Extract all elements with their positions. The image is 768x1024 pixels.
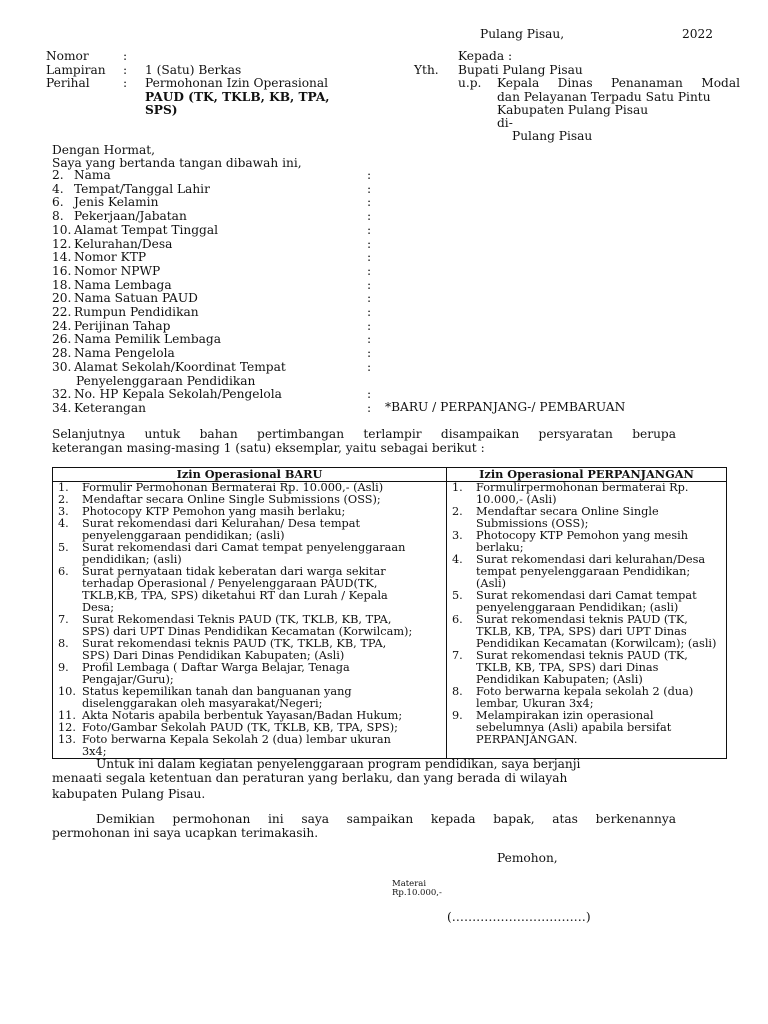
requirement-text-line: PERPANJANGAN. (476, 733, 578, 746)
requirement-number: 9. (58, 661, 69, 674)
requirement-text-line: penyelenggaraan pendidikan; (asli) (82, 529, 285, 542)
requirement-number: 7. (452, 649, 463, 662)
baru-header: Izin Operasional BARU (53, 468, 447, 482)
requirement-item (56, 638, 443, 662)
requirement-number: 8. (452, 685, 463, 698)
requirement-text-line: TKLB, KB, TPA, SPS) dari Dinas (476, 661, 659, 674)
field-number: 4. (52, 181, 64, 196)
requirement-text-line: Surat pernyataan tidak keberatan dari warga sekitar (82, 565, 386, 578)
requirement-text-line: SPS) dari UPT Dinas Pendidikan Kecamatan (Korwilcam); (82, 625, 413, 638)
perpanjangan-column (447, 482, 727, 759)
perpanjangan-list (450, 482, 723, 746)
greeting: Dengan Hormat, (52, 143, 156, 157)
keterangan-value: *BARU / PERPANJANG-/ PEMBARUAN (385, 400, 626, 414)
field-row (52, 347, 392, 361)
up-line-3: Kabupaten Pulang Pisau (497, 103, 649, 117)
nomor-label: Nomor (46, 49, 89, 63)
lampiran-label: Lampiran (46, 63, 106, 77)
field-number: 12. (52, 236, 72, 251)
field-label: Tempat/Tanggal Lahir (74, 181, 210, 196)
requirement-text-line: Formulirpermohonan bermaterai Rp. (476, 481, 689, 494)
materai-amount: Rp.10.000,- (392, 888, 442, 898)
field-number: 2. (52, 168, 64, 182)
field-number: 14. (52, 250, 72, 265)
field-colon: : (367, 195, 372, 210)
field-number: 18. (52, 277, 72, 292)
field-colon: : (367, 346, 372, 361)
kepada-label: Kepada : (458, 49, 513, 63)
requirement-item (450, 710, 723, 746)
requirement-text-line: SPS) Dari Dinas Pendidikan Kabupaten; (Asli) (82, 649, 345, 662)
field-colon: : (367, 318, 372, 333)
field-number: 16. (52, 263, 72, 278)
requirements-table (52, 467, 727, 759)
field-colon: : (367, 250, 372, 265)
materai-label: Materai (392, 879, 427, 889)
requirement-item (450, 614, 723, 650)
requirement-text-line: Profil Lembaga ( Daftar Warga Belajar, Tenaga (82, 661, 350, 674)
requirement-text-line: Surat rekomendasi dari Kelurahan/ Desa tempat (82, 517, 361, 530)
requirement-text-line: TKLB, KB, TPA, SPS) dari UPT Dinas (476, 625, 687, 638)
requirement-number: 11. (58, 709, 76, 722)
field-number: 6. (52, 195, 64, 210)
requirement-number: 4. (452, 553, 463, 566)
requirement-text-line: TKLB,KB, TPA, SPS) diketahui RT dan Lurah / Kepala (82, 589, 388, 602)
field-number: 30. (52, 359, 72, 374)
di-place: Pulang Pisau (512, 129, 593, 143)
field-label: Pekerjaan/Jabatan (74, 209, 187, 224)
requirement-text-line: Pendidikan Kabupaten; (Asli) (476, 673, 643, 686)
requirement-item (450, 482, 723, 506)
requirement-text-line: tempat penyelenggaraan Pendidikan; (Asli) (476, 565, 691, 590)
requirement-item (56, 734, 443, 758)
requirement-text-line: Surat rekomendasi dari Camat tempat penyelenggaraan (82, 541, 406, 554)
field-label: Nomor KTP (74, 250, 147, 265)
field-label: Nomor NPWP (74, 263, 161, 278)
up-label: u.p. (458, 76, 482, 90)
field-label: Kelurahan/Desa (74, 236, 173, 251)
requirement-number: 10. (58, 685, 76, 698)
closing-1-line-1: Untuk ini dalam kegiatan penyelenggaraan program pendidikan, saya berjanji (96, 757, 581, 771)
requirement-item (56, 566, 443, 614)
requirement-number: 13. (58, 733, 76, 746)
requirement-number: 3. (58, 505, 69, 518)
field-label: Rumpun Pendidikan (74, 305, 199, 319)
field-colon: : (367, 291, 372, 306)
requirement-text-line: Pengajar/Guru); (82, 673, 174, 686)
requirement-number: 3. (452, 529, 463, 542)
intro: Saya yang bertanda tangan dibawah ini, (52, 156, 302, 170)
requirement-number: 12. (58, 721, 76, 734)
pemohon-label: Pemohon, (497, 851, 558, 865)
field-row (52, 224, 392, 238)
lampiran-value: 1 (Satu) Berkas (145, 63, 242, 77)
requirement-text-line: Photocopy KTP Pemohon yang masih berlaku; (82, 505, 346, 518)
field-label: Nama Satuan PAUD (74, 291, 198, 306)
requirement-text-line: Surat rekomendasi dari kelurahan/Desa (476, 553, 706, 566)
requirement-number: 6. (58, 565, 69, 578)
perihal-colon: : (123, 76, 128, 90)
field-label: Nama Lembaga (74, 277, 172, 292)
requirement-number: 9. (452, 709, 463, 722)
field-number: 20. (52, 291, 72, 306)
requirement-item (450, 590, 723, 614)
requirement-text-line: Pendidikan Kecamatan (Korwilcam); (asli) (476, 637, 717, 650)
perihal-label: Perihal (46, 76, 90, 90)
requirement-text-line: berlaku; (476, 541, 524, 554)
closing-2-line-2: permohonan ini saya ucapkan terimakasih. (52, 826, 319, 840)
up-line-1: Kepala Dinas Penanaman Modal (497, 76, 740, 90)
requirement-number: 5. (58, 541, 69, 554)
field-label: No. HP Kepala Sekolah/Pengelola (74, 387, 282, 402)
requirement-item (450, 530, 723, 554)
requirement-text-line: sebelumnya (Asli) apabila bersifat (476, 721, 672, 734)
requirement-text-line: 10.000,- (Asli) (476, 493, 557, 506)
field-label: Nama Pemilik Lembaga (74, 332, 221, 347)
requirement-item (450, 686, 723, 710)
field-colon: : (367, 209, 372, 224)
requirement-text-line: diselenggarakan oleh masyarakat/Negeri; (82, 697, 323, 710)
field-label: Alamat Sekolah/Koordinat Tempat (74, 359, 286, 374)
requirement-text-line: Status kepemilikan tanah dan banguanan yang (82, 685, 352, 698)
field-colon: : (367, 400, 372, 415)
requirement-number: 4. (58, 517, 69, 530)
field-number: 28. (52, 346, 72, 361)
letter-place: Pulang Pisau, (480, 27, 565, 41)
requirement-number: 2. (452, 505, 463, 518)
up-line-2: dan Pelayanan Terpadu Satu Pintu (497, 90, 711, 104)
requirement-text-line: Melampirakan izin operasional (476, 709, 654, 722)
requirement-text-line: terhadap Operasional / Penyelenggaraan PAUD(TK, (82, 577, 378, 590)
letter-year: 2022 (682, 27, 714, 41)
requirement-text-line: 3x4; (82, 745, 107, 758)
requirement-text-line: Surat rekomendasi teknis PAUD (TK, (476, 649, 688, 662)
requirement-item (450, 650, 723, 686)
field-colon: : (367, 263, 372, 278)
field-label: Keterangan (74, 400, 146, 415)
requirement-item (56, 542, 443, 566)
field-colon: : (367, 181, 372, 196)
requirement-text-line: penyelenggaraan Pendidikan; (asli) (476, 601, 679, 614)
requirement-item (56, 518, 443, 542)
requirement-item (56, 686, 443, 710)
field-label: Alamat Tempat Tinggal (74, 222, 218, 237)
field-row (52, 265, 392, 279)
requirement-number: 8. (58, 637, 69, 650)
requirement-text-line: Mendaftar secara Online Single Submissions (OSS); (82, 493, 381, 506)
field-number: 34. (52, 400, 72, 415)
field-number: 8. (52, 209, 64, 224)
field-label: Jenis Kelamin (74, 195, 159, 210)
requirements-para-line-1: Selanjutnya untuk bahan pertimbangan terlampir disampaikan persyaratan berupa (52, 427, 676, 441)
field-row (52, 402, 392, 416)
requirement-item (450, 506, 723, 530)
nomor-colon: : (123, 49, 128, 63)
field-row (52, 210, 392, 224)
field-colon: : (367, 359, 372, 374)
baru-column (53, 482, 447, 759)
field-colon: : (367, 222, 372, 237)
requirement-text-line: Formulir Permohonan Bermaterai Rp. 10.000,- (Asli) (82, 481, 384, 494)
requirement-number: 1. (58, 481, 69, 494)
requirement-number: 7. (58, 613, 69, 626)
field-label: Nama (74, 168, 111, 182)
requirement-text-line: Foto berwarna Kepala Sekolah 2 (dua) lembar ukuran (82, 733, 391, 746)
requirement-number: 5. (452, 589, 463, 602)
perihal-line-3: SPS) (145, 103, 178, 117)
requirement-text-line: Photocopy KTP Pemohon yang mesih (476, 529, 689, 542)
recipient: Bupati Pulang Pisau (458, 63, 583, 77)
requirement-text-line: Akta Notaris apabila berbentuk Yayasan/Badan Hukum; (82, 709, 403, 722)
requirements-para-line-2: keterangan masing-masing 1 (satu) eksemplar, yaitu sebagai berikut : (52, 441, 485, 455)
field-row (52, 306, 392, 320)
requirement-text-line: Surat rekomendasi teknis PAUD (TK, TKLB, KB, TPA, (82, 637, 387, 650)
baru-list (56, 482, 443, 758)
closing-1-line-3: kabupaten Pulang Pisau. (52, 787, 206, 801)
field-number: 26. (52, 332, 72, 347)
field-colon: : (367, 305, 372, 319)
field-row (52, 169, 392, 183)
field-label: Penyelenggaraan Pendidikan (76, 373, 256, 388)
requirement-text-line: Foto berwarna kepala sekolah 2 (dua) (476, 685, 694, 698)
closing-2-line-1: Demikian permohonan ini saya sampaikan kepada bapak, atas berkenannya (96, 812, 676, 826)
field-colon: : (367, 387, 372, 402)
field-label: Perijinan Tahap (74, 318, 171, 333)
requirement-text-line: Foto/Gambar Sekolah PAUD (TK, TKLB, KB, TPA, SPS); (82, 721, 398, 734)
field-colon: : (367, 277, 372, 292)
field-label: Nama Pengelola (74, 346, 175, 361)
requirement-text-line: Surat Rekomendasi Teknis PAUD (TK, TKLB, KB, TPA, (82, 613, 392, 626)
perihal-line-1: Permohonan Izin Operasional (145, 76, 329, 90)
perihal-line-2: PAUD (TK, TKLB, KB, TPA, (145, 90, 330, 104)
field-number: 10. (52, 222, 72, 237)
requirement-text-line: Submissions (OSS); (476, 517, 589, 530)
requirement-text-line: Surat rekomendasi teknis PAUD (TK, (476, 613, 688, 626)
requirement-number: 2. (58, 493, 69, 506)
field-colon: : (367, 236, 372, 251)
requirement-text-line: Surat rekomendasi dari Camat tempat (476, 589, 697, 602)
lampiran-colon: : (123, 63, 128, 77)
requirement-number: 1. (452, 481, 463, 494)
requirement-item (56, 614, 443, 638)
requirement-item (450, 554, 723, 590)
field-colon: : (367, 332, 372, 347)
di-label: di- (497, 116, 513, 130)
requirement-item (56, 662, 443, 686)
requirement-text-line: Mendaftar secara Online Single (476, 505, 659, 518)
perpanjangan-header: Izin Operasional PERPANJANGAN (447, 468, 727, 482)
requirement-text-line: pendidikan; (asli) (82, 553, 182, 566)
requirement-number: 6. (452, 613, 463, 626)
field-number: 22. (52, 305, 72, 319)
field-number: 24. (52, 318, 72, 333)
field-number: 32. (52, 387, 72, 402)
closing-1-line-2: menaati segala ketentuan dan peraturan yang berlaku, dan yang berada di wilayah (52, 771, 568, 785)
requirement-text-line: Desa; (82, 601, 115, 614)
field-row (52, 361, 392, 375)
field-colon: : (367, 168, 372, 182)
requirement-text-line: lembar, Ukuran 3x4; (476, 697, 594, 710)
yth-label: Yth. (414, 63, 439, 77)
signature-line: (……………………………) (447, 910, 591, 924)
